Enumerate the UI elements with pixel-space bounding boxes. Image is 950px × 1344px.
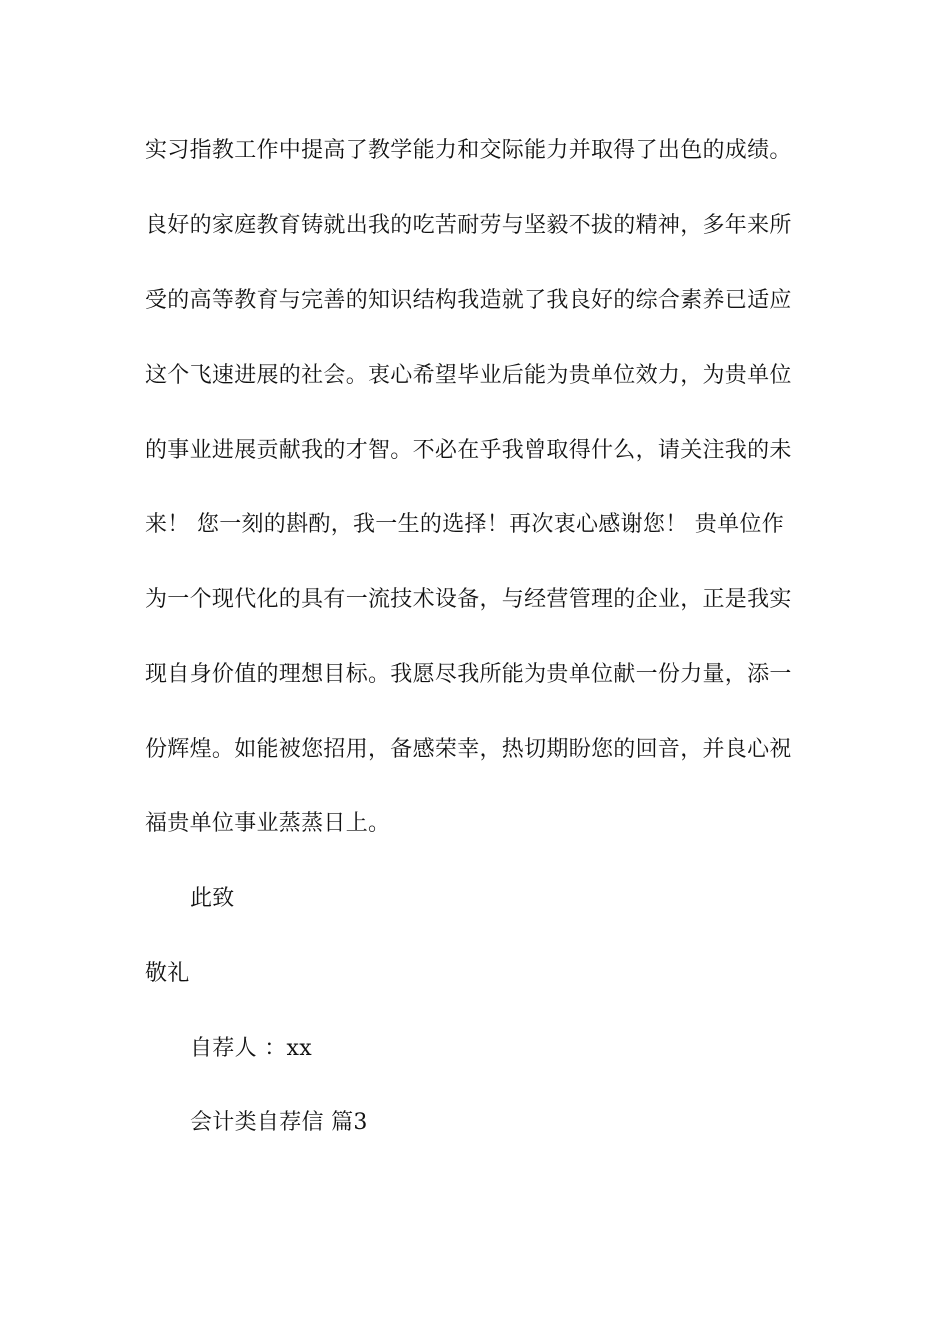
body-line-9: 份辉煌。如能被您招用，备感荣幸，热切期盼您的回音，并良心祝 [145,737,792,762]
body-line-5: 的事业进展贡献我的才智。不必在乎我曾取得什么，请关注我的未 [145,438,792,463]
body-line-1: 实习指教工作中提高了教学能力和交际能力并取得了出色的成绩。 [145,138,792,163]
body-line-7: 为一个现代化的具有一流技术设备，与经营管理的企业，正是我实 [145,587,792,612]
signature: 自荐人 ：xx [190,1036,312,1061]
closing-greeting: 此致 [190,886,235,911]
salute: 敬礼 [145,961,190,986]
body-line-10: 福贵单位事业蒸蒸日上。 [145,811,391,836]
body-line-6: 来！ 您一刻的斟酌，我一生的选择！再次衷心感谢您！ 贵单位作 [145,512,784,537]
body-line-2: 良好的家庭教育铸就出我的吃苦耐劳与坚毅不拔的精神，多年来所 [145,213,792,238]
body-line-4: 这个飞速进展的社会。衷心希望毕业后能为贵单位效力，为贵单位 [145,363,792,388]
body-line-3: 受的高等教育与完善的知识结构我造就了我良好的综合素养已适应 [145,288,792,313]
body-line-8: 现自身价值的理想目标。我愿尽我所能为贵单位献一份力量，添一 [145,662,792,687]
section-heading: 会计类自荐信 篇3 [190,1110,368,1135]
